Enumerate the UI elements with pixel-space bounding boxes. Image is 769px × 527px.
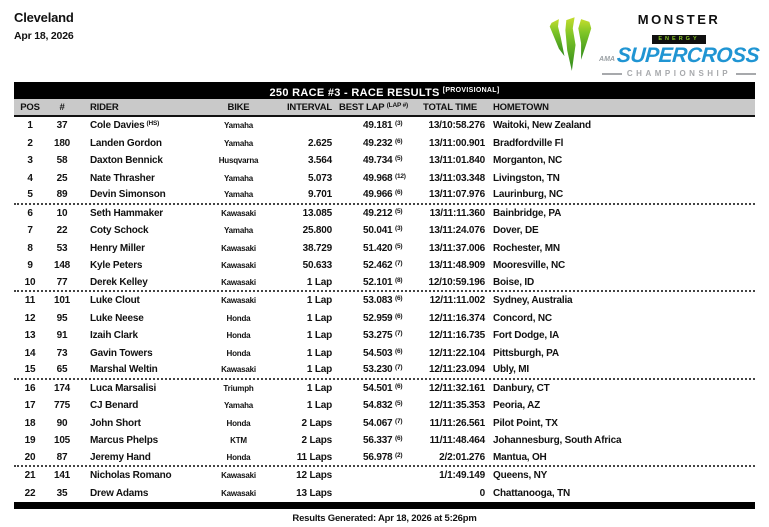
cell-rider-name: Kyle Peters <box>90 260 143 272</box>
best-lap-lap-number: (5) <box>395 242 403 250</box>
cell-bike: Kawasaki <box>221 471 256 481</box>
cell-bike: KTM <box>230 436 247 446</box>
cell-position: 8 <box>27 242 33 254</box>
best-lap-lap-number: (5) <box>395 155 403 163</box>
cell-best-lap: 49.966 $^{(6)}$ <box>336 189 411 200</box>
cell-hometown: Queens, NY <box>493 470 548 482</box>
cell-rider-name: Devin Simonson <box>90 189 166 201</box>
cell-total-time: 2/2:01.276 <box>439 451 485 463</box>
supercross-wordmark: SUPERCROSS <box>616 44 760 67</box>
cell-interval: 11 Laps <box>296 451 332 463</box>
cell-bike: Kawasaki <box>221 277 256 287</box>
cell-position: 17 <box>24 400 36 412</box>
cell-hometown: Laurinburg, NC <box>493 189 563 201</box>
cell-rider-number: 25 <box>56 172 68 184</box>
cell-rider-name: Daxton Bennick <box>90 155 163 167</box>
cell-total-time: 12/11:11.002 <box>429 295 485 307</box>
cell-total-time: 13/10:58.276 <box>428 120 485 132</box>
cell-rider-name: Marcus Phelps <box>90 435 158 447</box>
cell-hometown: Mooresville, NC <box>493 260 566 272</box>
cell-hometown: Pilot Point, TX <box>493 417 558 429</box>
cell-bike: Honda <box>226 313 251 323</box>
cell-hometown: Boise, ID <box>493 276 534 288</box>
cell-rider-name: Seth Hammaker <box>90 207 163 219</box>
cell-rider-number: 775 <box>53 400 71 412</box>
table-row <box>14 257 755 275</box>
cell-bike: Kawasaki <box>221 296 256 306</box>
cell-bike: Yamaha <box>223 226 254 236</box>
logo-text-block <box>599 12 759 78</box>
cell-interval: 13 Laps <box>296 487 332 499</box>
cell-hometown: Mantua, OH <box>493 451 547 463</box>
cell-hometown: Dover, DE <box>493 225 539 237</box>
results-title: 250 RACE #3 - RACE RESULTS <box>269 87 440 99</box>
cell-rider-name: CJ Benard <box>90 400 139 412</box>
championship-row <box>599 69 759 78</box>
provisional-tag: [PROVISIONAL] <box>442 87 500 94</box>
cell-best-lap: 52.101 $^{(8)}$ <box>336 277 411 288</box>
best-lap-lap-number: (6) <box>395 347 403 355</box>
cell-interval: 13.085 <box>302 207 332 219</box>
cell-interval: 1 Lap <box>306 312 332 324</box>
cell-hometown: Bainbridge, PA <box>493 207 562 219</box>
cell-position: 16 <box>24 382 36 394</box>
table-row <box>14 415 755 433</box>
cell-interval: 1 Lap <box>306 382 332 394</box>
cell-rider-number: 174 <box>53 382 71 394</box>
cell-best-lap: 50.041 $^{(3)}$ <box>336 225 411 236</box>
cell-position: 12 <box>24 312 36 324</box>
column-header-row <box>14 99 755 117</box>
event-date: Apr 18, 2026 <box>14 30 74 42</box>
cell-bike: Yamaha <box>223 173 254 183</box>
cell-best-lap: 54.503 $^{(6)}$ <box>336 348 411 359</box>
cell-interval: 1 Lap <box>306 347 332 359</box>
cell-rider-number: 141 <box>53 470 71 482</box>
table-row <box>14 222 755 240</box>
cell-interval: 2 Laps <box>301 417 332 429</box>
cell-total-time: 13/11:00.901 <box>429 137 485 149</box>
cell-best-lap: 52.462 $^{(7)}$ <box>336 260 411 271</box>
cell-rider-name: Cole Davies $^{(HS)}$ <box>90 120 160 132</box>
cell-position: 1 <box>27 120 33 132</box>
cell-position: 13 <box>24 330 36 342</box>
cell-interval: 5.073 <box>307 172 332 184</box>
cell-best-lap: 56.978 $^{(2)}$ <box>336 452 411 463</box>
cell-total-time: 13/11:01.840 <box>429 155 485 167</box>
table-row <box>14 345 755 363</box>
table-row <box>14 327 755 345</box>
cell-bike: Kawasaki <box>221 243 256 253</box>
cell-hometown: Peoria, AZ <box>493 400 541 412</box>
results-sheet <box>14 82 755 509</box>
cell-rider-name: Henry Miller <box>90 242 145 254</box>
cell-total-time: 0 <box>479 487 485 499</box>
cell-interval: 3.564 <box>307 155 332 167</box>
cell-total-time: 13/11:07.976 <box>429 189 485 201</box>
cell-interval: 38.729 <box>302 242 332 254</box>
cell-position: 15 <box>24 364 36 376</box>
cell-position: 14 <box>24 347 36 359</box>
results-table-body <box>14 117 755 502</box>
best-lap-lap-number: (5) <box>395 207 403 215</box>
cell-position: 19 <box>24 435 36 447</box>
cell-total-time: 1/1:49.149 <box>439 470 485 482</box>
cell-bike: Triumph <box>223 383 254 393</box>
table-row <box>14 310 755 328</box>
ama-label: AMA <box>599 56 615 63</box>
cell-rider-number: 101 <box>53 295 71 307</box>
cell-interval: 9.701 <box>307 189 332 201</box>
table-row <box>14 362 755 380</box>
cell-best-lap: 53.275 $^{(7)}$ <box>336 330 411 341</box>
cell-best-lap: 56.337 $^{(6)}$ <box>336 435 411 446</box>
cell-rider-name: John Short <box>90 417 141 429</box>
cell-rider-number: 65 <box>56 364 68 376</box>
cell-rider-name: Izaih Clark <box>90 330 138 342</box>
cell-rider-number: 22 <box>56 225 68 237</box>
event-location: Cleveland <box>14 10 74 25</box>
cell-best-lap: 49.232 $^{(6)}$ <box>336 138 411 149</box>
cell-total-time: 13/11:03.348 <box>429 172 485 184</box>
cell-rider-name: Landen Gordon <box>90 137 162 149</box>
cell-rider-number: 87 <box>56 451 68 463</box>
table-row <box>14 432 755 450</box>
best-lap-lap-number: (6) <box>395 435 403 443</box>
column-header-interval: INTERVAL <box>286 101 332 113</box>
table-row <box>14 485 755 503</box>
cell-best-lap: 49.212 $^{(5)}$ <box>336 208 411 219</box>
cell-total-time: 12/11:16.374 <box>429 312 485 324</box>
cell-total-time: 11/11:48.464 <box>429 435 485 447</box>
cell-position: 7 <box>27 225 33 237</box>
column-header-best-lap: BEST LAP $^{(LAP \#)}$ <box>339 101 408 113</box>
cell-position: 22 <box>24 487 36 499</box>
cell-total-time: 11/11:26.561 <box>429 417 485 429</box>
table-row <box>14 450 755 468</box>
cell-interval: 50.633 <box>302 260 332 272</box>
table-row <box>14 205 755 223</box>
cell-best-lap: 53.083 $^{(6)}$ <box>336 295 411 306</box>
cell-rider-name: Luke Clout <box>90 295 140 307</box>
cell-rider-number: 105 <box>53 435 71 447</box>
cell-bike: Honda <box>226 331 251 341</box>
cell-rider-name: Jeremy Hand <box>90 451 151 463</box>
cell-hometown: Pittsburgh, PA <box>493 347 559 359</box>
cell-rider-number: 73 <box>56 347 68 359</box>
column-header-lap-number: (LAP #) <box>386 101 408 109</box>
cell-rider-number: 53 <box>56 242 68 254</box>
best-lap-lap-number: (6) <box>395 295 403 303</box>
cell-hometown: Chattanooga, TN <box>493 487 570 499</box>
monster-supercross-logo <box>546 12 759 78</box>
cell-rider-number: 148 <box>53 260 71 272</box>
cell-total-time: 13/11:48.909 <box>429 260 485 272</box>
best-lap-lap-number: (7) <box>395 417 403 425</box>
column-header-hometown: HOMETOWN <box>493 101 549 113</box>
cell-rider-name: Derek Kelley <box>90 276 148 288</box>
cell-bike: Honda <box>226 418 251 428</box>
cell-position: 20 <box>24 451 36 463</box>
cell-position: 3 <box>27 155 33 167</box>
table-row <box>14 467 755 485</box>
cell-hometown: Fort Dodge, IA <box>493 330 560 342</box>
best-lap-lap-number: (2) <box>395 451 403 459</box>
cell-rider-number: 10 <box>56 207 68 219</box>
cell-bike: Honda <box>226 452 251 462</box>
cell-rider-name: Drew Adams <box>90 487 149 499</box>
cell-rider-name: Gavin Towers <box>90 347 153 359</box>
cell-total-time: 12/11:32.161 <box>429 382 485 394</box>
results-title-bar <box>14 82 755 99</box>
best-lap-lap-number: (6) <box>395 137 403 145</box>
cell-rider-number: 95 <box>56 312 68 324</box>
best-lap-lap-number: (3) <box>395 120 403 128</box>
cell-rider-name: Luca Marsalisi <box>90 382 157 394</box>
cell-position: 10 <box>24 276 36 288</box>
cell-hometown: Rochester, MN <box>493 242 560 254</box>
column-header-total-time: TOTAL TIME <box>423 101 477 113</box>
cell-interval: 1 Lap <box>306 364 332 376</box>
table-row <box>14 170 755 188</box>
championship-label: CHAMPIONSHIP <box>626 69 732 78</box>
cell-interval: 25.800 <box>302 225 332 237</box>
cell-rider-name: Coty Schock <box>90 225 149 237</box>
cell-hometown: Johannesburg, South Africa <box>493 435 622 447</box>
cell-best-lap: 53.230 $^{(7)}$ <box>336 364 411 375</box>
table-bottom-bar <box>14 502 755 509</box>
cell-best-lap: 49.734 $^{(5)}$ <box>336 155 411 166</box>
table-row <box>14 397 755 415</box>
cell-total-time: 12/10:59.196 <box>428 276 485 288</box>
table-row <box>14 380 755 398</box>
cell-total-time: 13/11:24.076 <box>429 225 485 237</box>
column-header-pos: POS <box>20 101 40 113</box>
cell-bike: Honda <box>226 348 251 358</box>
cell-best-lap: 54.501 $^{(6)}$ <box>336 383 411 394</box>
cell-total-time: 12/11:22.104 <box>429 347 485 359</box>
cell-best-lap: 51.420 $^{(5)}$ <box>336 243 411 254</box>
best-lap-lap-number: (7) <box>395 364 403 372</box>
cell-position: 11 <box>24 295 36 307</box>
best-lap-lap-number: (3) <box>395 225 403 233</box>
column-header-bike: BIKE <box>227 101 250 113</box>
cell-interval: 1 Lap <box>306 330 332 342</box>
column-header-num: # <box>59 101 65 113</box>
cell-rider-name: Marshal Weltin <box>90 364 158 376</box>
left-dash <box>602 73 622 75</box>
cell-position: 6 <box>27 207 33 219</box>
rider-note: (HS) <box>146 120 160 128</box>
cell-best-lap: 49.968 $^{(12)}$ <box>336 173 411 184</box>
cell-interval: 2.625 <box>307 137 332 149</box>
cell-position: 21 <box>24 470 36 482</box>
results-generated-note: Results Generated: Apr 18, 2026 at 5:26pm <box>292 513 477 524</box>
cell-rider-number: 91 <box>56 330 68 342</box>
cell-total-time: 13/11:11.360 <box>429 207 485 219</box>
cell-interval: 1 Lap <box>306 276 332 288</box>
cell-position: 4 <box>27 172 33 184</box>
cell-position: 18 <box>24 417 36 429</box>
cell-rider-name: Nate Thrasher <box>90 172 155 184</box>
cell-best-lap: 52.959 $^{(6)}$ <box>336 313 411 324</box>
cell-hometown: Sydney, Australia <box>493 295 573 307</box>
best-lap-lap-number: (6) <box>395 382 403 390</box>
table-row <box>14 240 755 258</box>
cell-interval: 12 Laps <box>296 470 332 482</box>
best-lap-lap-number: (8) <box>395 276 403 284</box>
cell-rider-number: 35 <box>56 487 68 499</box>
best-lap-lap-number: (7) <box>395 260 403 268</box>
table-row <box>14 117 755 135</box>
cell-best-lap: 54.067 $^{(7)}$ <box>336 418 411 429</box>
cell-bike: Yamaha <box>223 401 254 411</box>
cell-best-lap: 49.181 $^{(3)}$ <box>336 120 411 131</box>
monster-wordmark: MONSTER <box>637 12 721 27</box>
best-lap-lap-number: (12) <box>395 172 406 180</box>
cell-rider-number: 37 <box>56 120 68 132</box>
cell-rider-name: Nicholas Romano <box>90 470 172 482</box>
cell-rider-number: 90 <box>56 417 68 429</box>
cell-hometown: Livingston, TN <box>493 172 560 184</box>
best-lap-lap-number: (6) <box>395 312 403 320</box>
cell-best-lap: 54.832 $^{(5)}$ <box>336 400 411 411</box>
cell-bike: Yamaha <box>223 138 254 148</box>
cell-position: 5 <box>27 189 33 201</box>
cell-hometown: Ubly, MI <box>493 364 529 376</box>
best-lap-lap-number: (5) <box>395 400 403 408</box>
cell-total-time: 12/11:35.353 <box>429 400 485 412</box>
cell-rider-name: Luke Neese <box>90 312 144 324</box>
event-info <box>14 10 74 42</box>
cell-bike: Husqvarna <box>218 156 259 166</box>
cell-bike: Kawasaki <box>221 208 256 218</box>
energy-wordmark: ENERGY <box>652 35 705 44</box>
table-row <box>14 292 755 310</box>
right-dash <box>736 73 756 75</box>
cell-bike: Kawasaki <box>221 488 256 498</box>
table-row <box>14 275 755 293</box>
cell-hometown: Morganton, NC <box>493 155 563 167</box>
cell-interval: 2 Laps <box>301 435 332 447</box>
cell-rider-number: 180 <box>53 137 71 149</box>
cell-hometown: Danbury, CT <box>493 382 550 394</box>
cell-interval: 1 Lap <box>306 400 332 412</box>
cell-position: 2 <box>27 137 33 149</box>
cell-hometown: Waitoki, New Zealand <box>493 120 591 132</box>
cell-hometown: Bradfordville Fl <box>493 137 564 149</box>
cell-bike: Yamaha <box>223 190 254 200</box>
best-lap-lap-number: (6) <box>395 189 403 197</box>
cell-hometown: Concord, NC <box>493 312 552 324</box>
cell-position: 9 <box>27 260 33 272</box>
cell-total-time: 13/11:37.006 <box>429 242 485 254</box>
table-row <box>14 135 755 153</box>
table-row <box>14 187 755 205</box>
cell-rider-number: 58 <box>56 155 68 167</box>
cell-rider-number: 89 <box>56 189 68 201</box>
cell-bike: Kawasaki <box>221 261 256 271</box>
cell-total-time: 12/11:16.735 <box>429 330 485 342</box>
column-header-rider: RIDER <box>90 101 119 113</box>
cell-rider-number: 77 <box>56 276 68 288</box>
cell-total-time: 12/11:23.094 <box>429 364 485 376</box>
cell-interval: 1 Lap <box>306 295 332 307</box>
table-row <box>14 152 755 170</box>
cell-bike: Kawasaki <box>221 365 256 375</box>
best-lap-lap-number: (7) <box>395 330 403 338</box>
cell-bike: Yamaha <box>223 121 254 131</box>
supercross-row <box>599 45 759 66</box>
monster-claw-icon <box>546 15 594 75</box>
